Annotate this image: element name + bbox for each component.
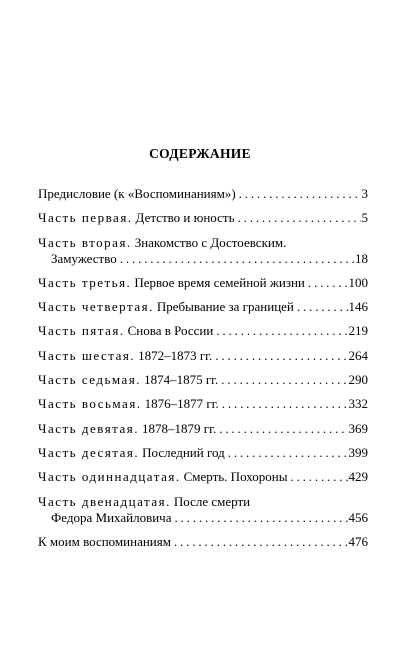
toc-part-label: Часть пятая. xyxy=(38,323,125,339)
toc-part-label: Часть первая. xyxy=(38,210,133,226)
toc-part-label: Часть восьмая. xyxy=(38,396,142,412)
toc-part-label: Часть девятая. xyxy=(38,420,140,436)
toc-leader-dots xyxy=(174,534,348,550)
toc-leader-dots xyxy=(308,275,348,291)
toc-part-label: Часть четвертая. xyxy=(38,299,154,315)
toc-entry-text: Пребывание за границей xyxy=(156,299,294,315)
toc-entry-text: 1876–1877 гг. xyxy=(144,396,219,412)
toc-leader-dots xyxy=(238,210,361,226)
toc-leader-dots xyxy=(215,348,347,364)
toc-page-number: 369 xyxy=(348,420,368,436)
toc-entry-text: Смерть. Похороны xyxy=(183,469,288,485)
toc-entry-text-continued: Федора Михайловича xyxy=(51,509,172,525)
toc-entry-part-9[interactable] xyxy=(38,421,368,437)
toc-page-number: 332 xyxy=(348,396,368,412)
toc-leader-dots xyxy=(174,510,347,526)
toc-entry-part-3[interactable] xyxy=(38,275,368,291)
toc-entry-part-6[interactable] xyxy=(38,348,368,364)
toc-entry-text: К моим воспоминаниям xyxy=(38,533,171,549)
toc-page-number: 5 xyxy=(361,210,368,226)
toc-list xyxy=(38,186,368,558)
toc-leader-dots xyxy=(290,469,347,485)
toc-entry-text: Последний год xyxy=(142,444,225,460)
toc-part-label: Часть третья. xyxy=(38,274,132,290)
toc-leader-dots xyxy=(239,186,361,202)
toc-page-number: 290 xyxy=(348,372,368,388)
toc-leader-dots xyxy=(216,323,347,339)
toc-title: СОДЕРЖАНИЕ xyxy=(149,146,251,161)
toc-leader-dots xyxy=(221,372,347,388)
toc-entry-text-continued: Замужество xyxy=(51,250,117,266)
toc-entry-part-7[interactable] xyxy=(38,372,368,388)
toc-entry-text: Снова в России xyxy=(127,323,214,339)
toc-part-label: Часть десятая. xyxy=(38,444,140,460)
toc-entry-text: Знакомство с Достоевским. xyxy=(134,234,287,250)
toc-part-label: Часть одиннадцатая. xyxy=(38,469,181,485)
toc-entry-text: 1878–1879 гг. xyxy=(142,420,217,436)
toc-leader-dots xyxy=(120,251,354,267)
toc-entry-part-12[interactable] xyxy=(38,494,368,526)
toc-leader-dots xyxy=(219,421,347,437)
toc-entry-part-8[interactable] xyxy=(38,396,368,412)
toc-page-number: 476 xyxy=(348,533,368,549)
toc-entry-text: После смерти xyxy=(173,493,251,509)
toc-entry-text: 1872–1873 гг. xyxy=(138,347,213,363)
toc-entry-preface[interactable] xyxy=(38,186,368,202)
toc-page-number: 3 xyxy=(361,186,368,201)
toc-part-label: Часть шестая. xyxy=(38,347,136,363)
toc-entry-text: 1874–1875 гг. xyxy=(144,372,219,388)
toc-entry-part-2[interactable] xyxy=(38,235,368,267)
toc-page-number: 399 xyxy=(348,444,368,460)
toc-entry-text: Первое время семейной жизни xyxy=(134,274,305,290)
toc-entry-part-1[interactable] xyxy=(38,210,368,226)
toc-page-number: 429 xyxy=(348,469,368,485)
toc-page-number: 264 xyxy=(348,347,368,363)
toc-leader-dots xyxy=(297,299,348,315)
toc-leader-dots xyxy=(222,396,348,412)
toc-entry-afterword[interactable] xyxy=(38,534,368,550)
toc-part-label: Часть вторая. xyxy=(38,234,132,250)
toc-leader-dots xyxy=(228,445,348,461)
toc-page-number: 100 xyxy=(348,274,368,290)
toc-part-label: Часть двенадцатая. xyxy=(38,493,171,509)
toc-page-number: 18 xyxy=(355,250,368,266)
toc-page-number: 456 xyxy=(348,509,368,525)
toc-entry-part-10[interactable] xyxy=(38,445,368,461)
toc-part-label: Часть седьмая. xyxy=(38,372,142,388)
toc-page-number: 219 xyxy=(348,323,368,339)
toc-entry-part-5[interactable] xyxy=(38,323,368,339)
toc-entry-part-11[interactable] xyxy=(38,469,368,485)
toc-entry-text: Предисловие (к «Воспоминаниям») xyxy=(38,186,236,201)
toc-entry-part-4[interactable] xyxy=(38,299,368,315)
toc-entry-text: Детство и юность xyxy=(135,210,235,226)
toc-page-number: 146 xyxy=(348,299,368,315)
